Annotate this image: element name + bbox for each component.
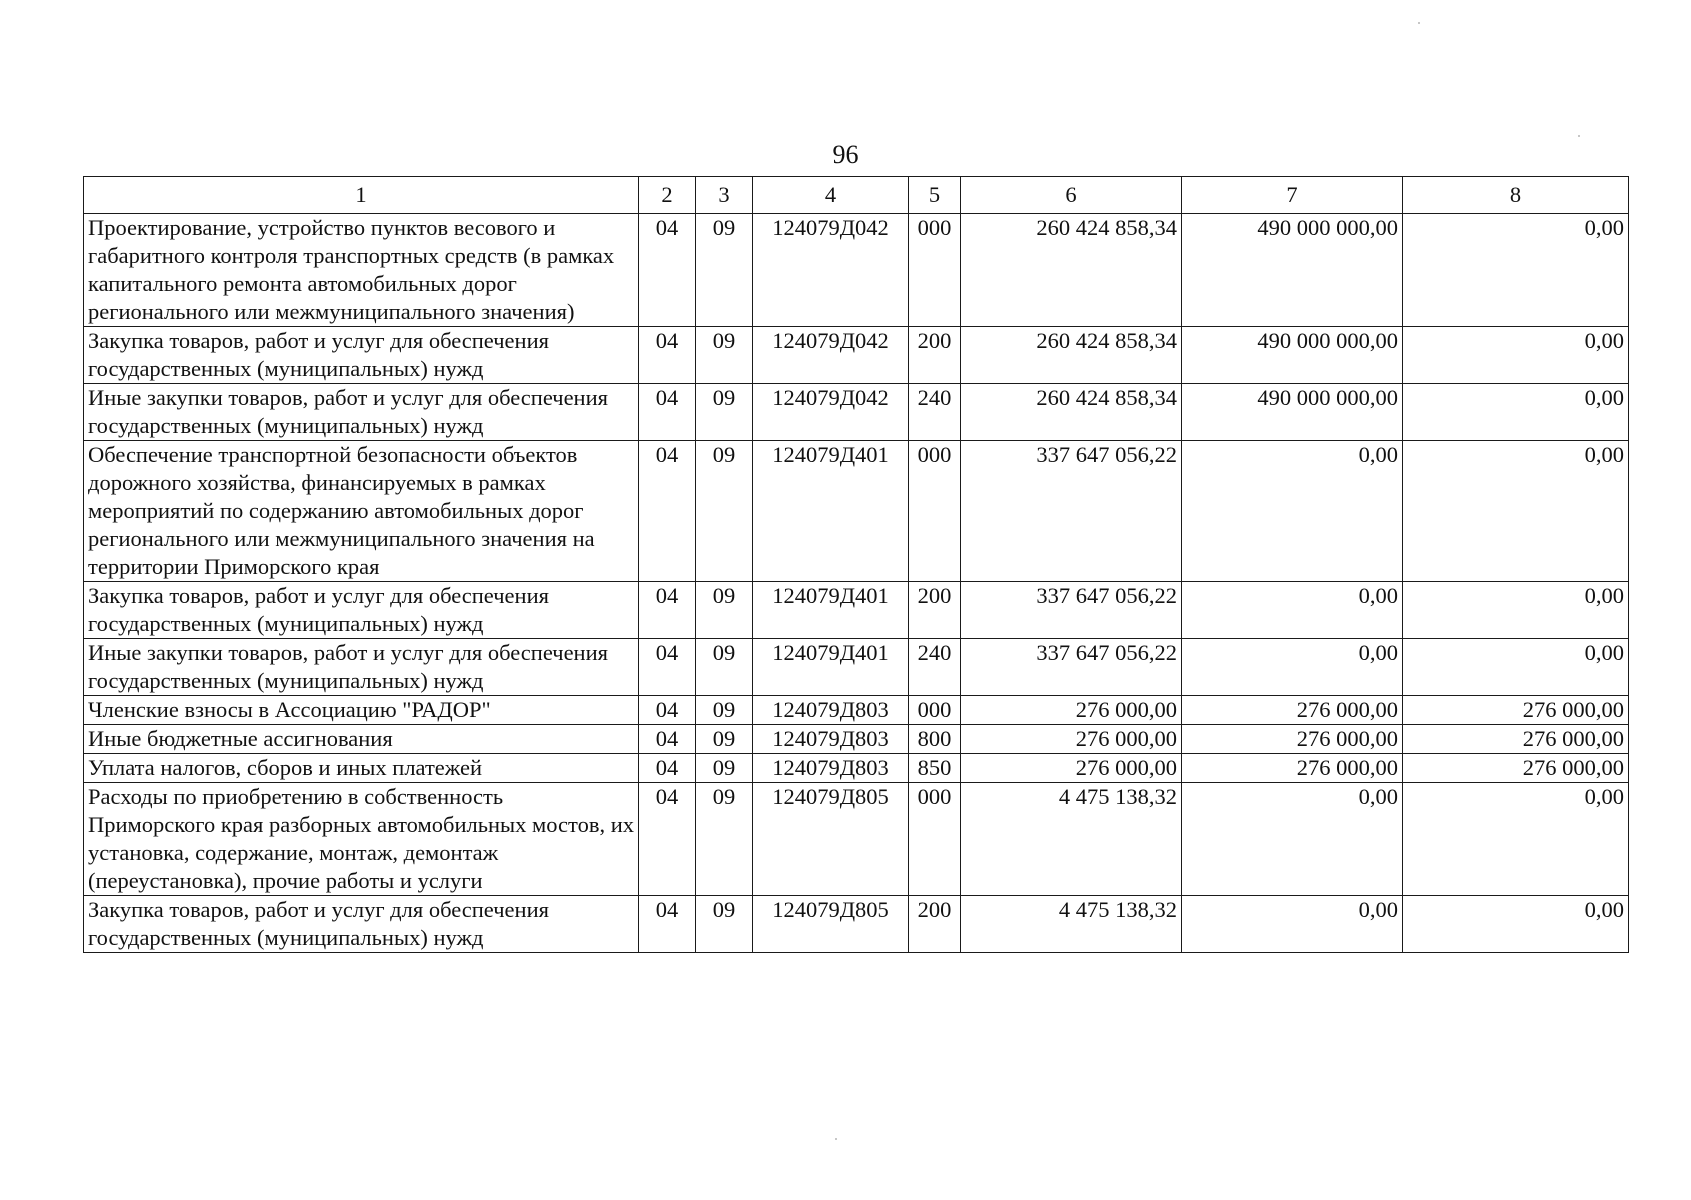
scan-speck [1578, 135, 1580, 137]
amount-col-8: 0,00 [1403, 327, 1629, 384]
expense-name: Иные бюджетные ассигнования [84, 725, 639, 754]
section-code: 04 [639, 696, 696, 725]
amount-col-7: 0,00 [1182, 896, 1403, 953]
expense-name: Обеспечение транспортной безопасности объектов дорожного хозяйства, финансируемых в рамках мероприятий по содержанию автомобильных дорог регионального или межмуниципального значения на территории Приморского края [84, 441, 639, 582]
header-row [84, 177, 1629, 214]
table-row [84, 327, 1629, 384]
section-code: 04 [639, 327, 696, 384]
expense-name: Иные закупки товаров, работ и услуг для обеспечения государственных (муниципальных) нужд [84, 384, 639, 441]
table-row [84, 696, 1629, 725]
amount-col-6: 276 000,00 [961, 696, 1182, 725]
expense-name: Закупка товаров, работ и услуг для обеспечения государственных (муниципальных) нужд [84, 582, 639, 639]
expense-type-code: 240 [909, 384, 961, 441]
subsection-code: 09 [696, 696, 753, 725]
amount-col-8: 0,00 [1403, 896, 1629, 953]
header-cell-7: 7 [1182, 177, 1403, 214]
amount-col-7: 276 000,00 [1182, 696, 1403, 725]
expense-type-code: 200 [909, 896, 961, 953]
target-article-code: 124079Д042 [753, 214, 909, 327]
amount-col-8: 0,00 [1403, 384, 1629, 441]
expense-type-code: 000 [909, 441, 961, 582]
amount-col-6: 260 424 858,34 [961, 384, 1182, 441]
expense-type-code: 000 [909, 783, 961, 896]
table-row [84, 441, 1629, 582]
subsection-code: 09 [696, 441, 753, 582]
amount-col-7: 490 000 000,00 [1182, 327, 1403, 384]
amount-col-7: 276 000,00 [1182, 754, 1403, 783]
amount-col-6: 276 000,00 [961, 725, 1182, 754]
header-cell-5: 5 [909, 177, 961, 214]
header-cell-8: 8 [1403, 177, 1629, 214]
amount-col-7: 0,00 [1182, 441, 1403, 582]
expense-type-code: 200 [909, 327, 961, 384]
expense-type-code: 850 [909, 754, 961, 783]
amount-col-7: 0,00 [1182, 783, 1403, 896]
amount-col-8: 276 000,00 [1403, 725, 1629, 754]
amount-col-6: 260 424 858,34 [961, 214, 1182, 327]
expense-type-code: 000 [909, 696, 961, 725]
section-code: 04 [639, 441, 696, 582]
expense-name: Членские взносы в Ассоциацию "РАДОР" [84, 696, 639, 725]
table-header [84, 177, 1629, 214]
amount-col-6: 4 475 138,32 [961, 896, 1182, 953]
subsection-code: 09 [696, 783, 753, 896]
expense-name: Закупка товаров, работ и услуг для обеспечения государственных (муниципальных) нужд [84, 327, 639, 384]
scan-speck [835, 1138, 837, 1140]
target-article-code: 124079Д803 [753, 754, 909, 783]
section-code: 04 [639, 725, 696, 754]
amount-col-6: 4 475 138,32 [961, 783, 1182, 896]
table-row [84, 582, 1629, 639]
amount-col-7: 490 000 000,00 [1182, 214, 1403, 327]
amount-col-7: 490 000 000,00 [1182, 384, 1403, 441]
header-cell-2: 2 [639, 177, 696, 214]
amount-col-8: 276 000,00 [1403, 754, 1629, 783]
subsection-code: 09 [696, 582, 753, 639]
table-row [84, 754, 1629, 783]
page-number: 96 [832, 140, 859, 169]
amount-col-8: 0,00 [1403, 441, 1629, 582]
budget-table [83, 176, 1629, 953]
amount-col-8: 0,00 [1403, 582, 1629, 639]
expense-name: Проектирование, устройство пунктов весового и габаритного контроля транспортных средств (в рамках капитального ремонта автомобильных дорог регионального или межмуниципального значения) [84, 214, 639, 327]
expense-type-code: 200 [909, 582, 961, 639]
table-row [84, 783, 1629, 896]
expense-name: Расходы по приобретению в собственность Приморского края разборных автомобильных мостов, их установка, содержание, монтаж, демонтаж (переустановка), прочие работы и услуги [84, 783, 639, 896]
amount-col-6: 337 647 056,22 [961, 582, 1182, 639]
expense-type-code: 000 [909, 214, 961, 327]
amount-col-7: 276 000,00 [1182, 725, 1403, 754]
table-row [84, 725, 1629, 754]
subsection-code: 09 [696, 214, 753, 327]
subsection-code: 09 [696, 725, 753, 754]
expense-name: Уплата налогов, сборов и иных платежей [84, 754, 639, 783]
expense-type-code: 240 [909, 639, 961, 696]
section-code: 04 [639, 754, 696, 783]
amount-col-6: 337 647 056,22 [961, 441, 1182, 582]
scan-speck [1418, 22, 1420, 24]
amount-col-8: 0,00 [1403, 639, 1629, 696]
amount-col-6: 276 000,00 [961, 754, 1182, 783]
section-code: 04 [639, 896, 696, 953]
amount-col-6: 337 647 056,22 [961, 639, 1182, 696]
table-body [84, 214, 1629, 953]
section-code: 04 [639, 783, 696, 896]
amount-col-8: 0,00 [1403, 783, 1629, 896]
table-row [84, 639, 1629, 696]
amount-col-7: 0,00 [1182, 639, 1403, 696]
subsection-code: 09 [696, 896, 753, 953]
amount-col-7: 0,00 [1182, 582, 1403, 639]
table-row [84, 384, 1629, 441]
section-code: 04 [639, 214, 696, 327]
subsection-code: 09 [696, 384, 753, 441]
target-article-code: 124079Д401 [753, 582, 909, 639]
amount-col-8: 276 000,00 [1403, 696, 1629, 725]
target-article-code: 124079Д042 [753, 384, 909, 441]
table-row [84, 214, 1629, 327]
header-cell-6: 6 [961, 177, 1182, 214]
target-article-code: 124079Д803 [753, 725, 909, 754]
section-code: 04 [639, 384, 696, 441]
header-cell-1: 1 [84, 177, 639, 214]
target-article-code: 124079Д042 [753, 327, 909, 384]
subsection-code: 09 [696, 639, 753, 696]
target-article-code: 124079Д805 [753, 783, 909, 896]
header-cell-3: 3 [696, 177, 753, 214]
subsection-code: 09 [696, 754, 753, 783]
amount-col-8: 0,00 [1403, 214, 1629, 327]
expense-type-code: 800 [909, 725, 961, 754]
expense-name: Закупка товаров, работ и услуг для обеспечения государственных (муниципальных) нужд [84, 896, 639, 953]
amount-col-6: 260 424 858,34 [961, 327, 1182, 384]
table-row [84, 896, 1629, 953]
target-article-code: 124079Д805 [753, 896, 909, 953]
expense-name: Иные закупки товаров, работ и услуг для обеспечения государственных (муниципальных) нужд [84, 639, 639, 696]
section-code: 04 [639, 582, 696, 639]
header-cell-4: 4 [753, 177, 909, 214]
section-code: 04 [639, 639, 696, 696]
target-article-code: 124079Д401 [753, 639, 909, 696]
target-article-code: 124079Д803 [753, 696, 909, 725]
target-article-code: 124079Д401 [753, 441, 909, 582]
subsection-code: 09 [696, 327, 753, 384]
